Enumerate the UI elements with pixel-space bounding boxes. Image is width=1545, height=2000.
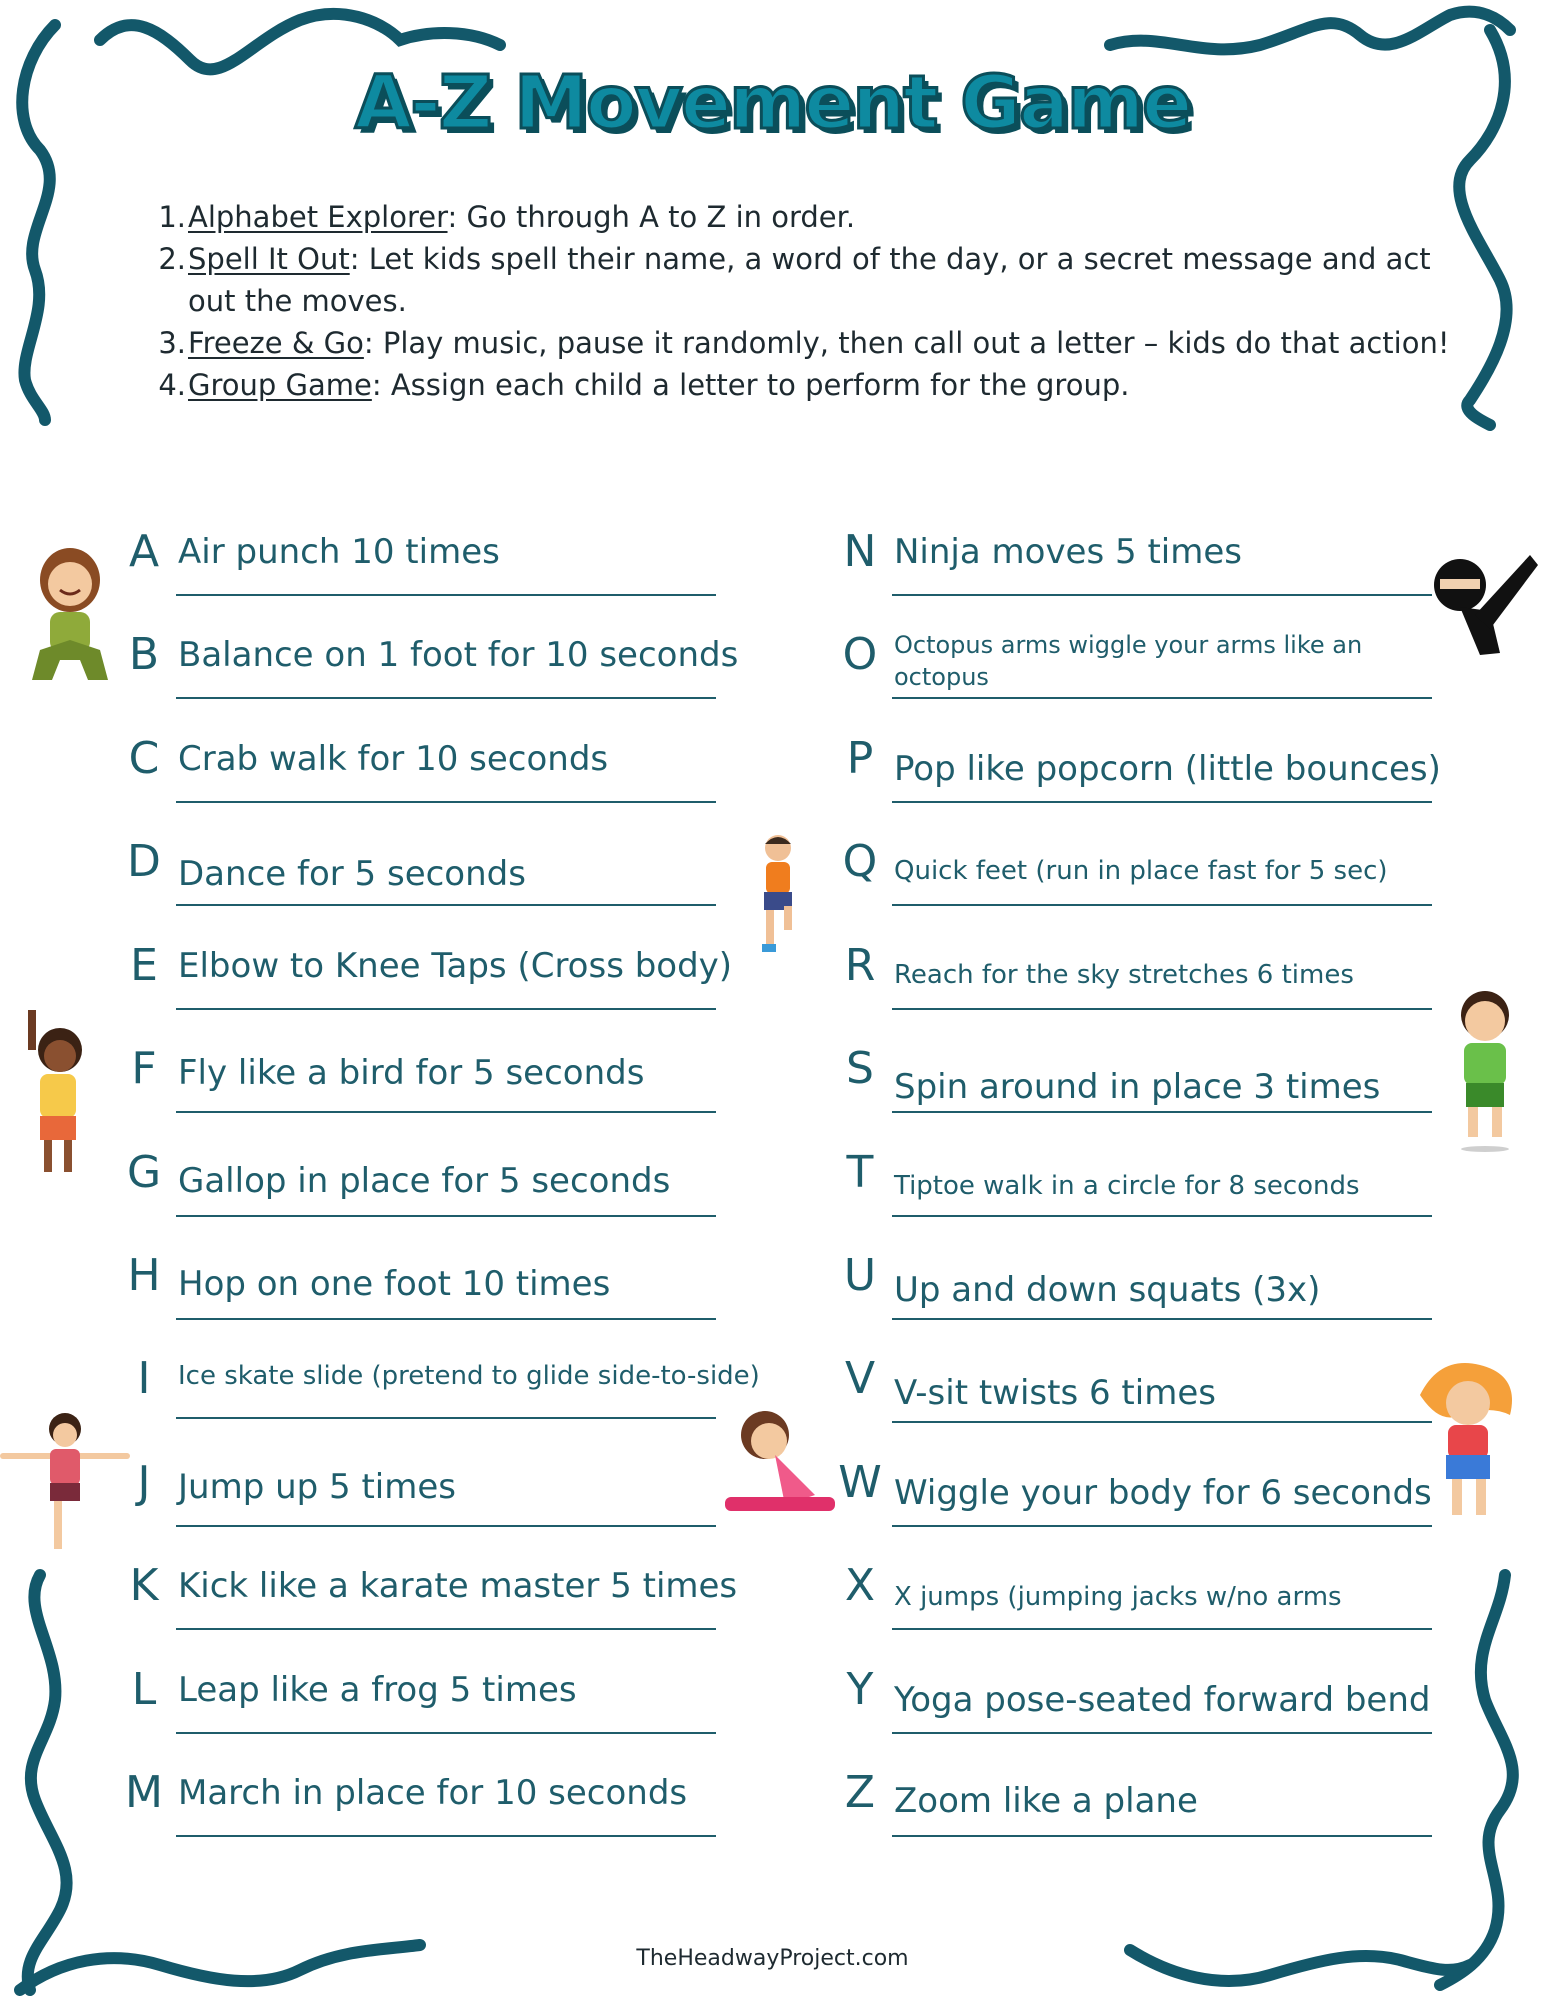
girl-crouching-illustration bbox=[20, 540, 120, 690]
writing-line bbox=[176, 1417, 716, 1419]
item-letter: M bbox=[125, 1767, 163, 1818]
movement-item-y bbox=[830, 1664, 1530, 1768]
ninja-kick-illustration bbox=[1420, 545, 1540, 665]
item-text: Dance for 5 seconds bbox=[178, 854, 526, 894]
writing-line bbox=[176, 1835, 716, 1837]
item-letter: O bbox=[842, 629, 878, 680]
item-text: Air punch 10 times bbox=[178, 532, 500, 572]
item-letter: Z bbox=[844, 1767, 876, 1818]
movement-item-g bbox=[114, 1147, 814, 1251]
item-letter: I bbox=[137, 1353, 151, 1404]
item-text: Kick like a karate master 5 times bbox=[178, 1566, 738, 1606]
movement-item-b bbox=[114, 629, 814, 733]
item-text: X jumps (jumping jacks w/no arms bbox=[894, 1582, 1342, 1612]
instruction-item bbox=[150, 238, 1450, 322]
instructions-list bbox=[150, 196, 1450, 406]
writing-line bbox=[176, 1111, 716, 1113]
item-letter: F bbox=[131, 1043, 157, 1094]
item-text: Wiggle your body for 6 seconds bbox=[894, 1473, 1432, 1513]
item-letter: Q bbox=[842, 836, 878, 887]
girl-stretching-illustration bbox=[18, 1010, 88, 1180]
instruction-label: Alphabet Explorer bbox=[188, 200, 448, 234]
movement-item-c bbox=[114, 733, 814, 837]
item-letter: N bbox=[843, 526, 877, 577]
writing-line bbox=[892, 1628, 1432, 1630]
instruction-item bbox=[150, 322, 1450, 364]
item-text: Leap like a frog 5 times bbox=[178, 1670, 577, 1710]
item-text: Balance on 1 foot for 10 seconds bbox=[178, 635, 739, 675]
instruction-text: : Go through A to Z in order. bbox=[447, 200, 856, 234]
writing-line bbox=[892, 594, 1432, 596]
item-text: Hop on one foot 10 times bbox=[178, 1264, 611, 1304]
instruction-item bbox=[150, 364, 1450, 406]
item-text: March in place for 10 seconds bbox=[178, 1773, 688, 1813]
boy-running-illustration bbox=[748, 830, 808, 960]
writing-line bbox=[892, 697, 1432, 699]
page-title: A-Z Movement Game bbox=[354, 60, 1191, 146]
movement-item-h bbox=[114, 1250, 814, 1354]
movement-item-u bbox=[830, 1250, 1530, 1354]
item-text: Elbow to Knee Taps (Cross body) bbox=[178, 946, 733, 986]
movement-item-d bbox=[114, 836, 814, 940]
item-letter: E bbox=[130, 940, 158, 991]
item-letter: U bbox=[843, 1250, 877, 1301]
item-text: V-sit twists 6 times bbox=[894, 1373, 1216, 1413]
writing-line bbox=[176, 1008, 716, 1010]
item-text: Zoom like a plane bbox=[894, 1781, 1198, 1821]
writing-line bbox=[892, 801, 1432, 803]
item-text: Gallop in place for 5 seconds bbox=[178, 1161, 671, 1201]
item-text: Yoga pose-seated forward bend bbox=[894, 1680, 1431, 1720]
movement-item-s bbox=[830, 1043, 1530, 1147]
movement-item-m bbox=[114, 1767, 814, 1871]
movement-item-p bbox=[830, 733, 1530, 837]
item-letter: J bbox=[137, 1457, 151, 1508]
item-text: Fly like a bird for 5 seconds bbox=[178, 1053, 645, 1093]
movement-item-k bbox=[114, 1560, 814, 1664]
item-text: Pop like popcorn (little bounces) bbox=[894, 749, 1441, 789]
writing-line bbox=[176, 697, 716, 699]
instruction-number: 4. bbox=[158, 368, 186, 402]
item-letter: C bbox=[128, 733, 160, 784]
instruction-label: Spell It Out bbox=[188, 242, 350, 276]
item-text: Ninja moves 5 times bbox=[894, 532, 1242, 572]
movement-item-f bbox=[114, 1043, 814, 1147]
writing-line bbox=[892, 904, 1432, 906]
writing-line bbox=[176, 594, 716, 596]
instruction-label: Freeze & Go bbox=[188, 326, 364, 360]
item-letter: Y bbox=[846, 1664, 874, 1715]
writing-line bbox=[176, 1628, 716, 1630]
writing-line bbox=[892, 1421, 1432, 1423]
writing-line bbox=[892, 1525, 1432, 1527]
writing-line bbox=[892, 1215, 1432, 1217]
writing-line bbox=[176, 904, 716, 906]
instruction-text: : Assign each child a letter to perform for the group. bbox=[371, 368, 1130, 402]
website-footer: TheHeadwayProject.com bbox=[636, 1946, 909, 1971]
movement-item-z bbox=[830, 1767, 1530, 1871]
item-letter: X bbox=[844, 1560, 876, 1611]
instruction-number: 2. bbox=[158, 242, 186, 276]
movement-item-t bbox=[830, 1147, 1530, 1251]
movement-item-q bbox=[830, 836, 1530, 940]
writing-line bbox=[892, 1732, 1432, 1734]
writing-line bbox=[176, 1215, 716, 1217]
movement-item-j bbox=[114, 1457, 814, 1561]
girl-forward-bend-illustration bbox=[715, 1405, 845, 1515]
item-text: Jump up 5 times bbox=[178, 1467, 456, 1507]
item-text: Tiptoe walk in a circle for 8 seconds bbox=[894, 1171, 1360, 1201]
item-text: Up and down squats (3x) bbox=[894, 1270, 1321, 1310]
instruction-text: : Play music, pause it randomly, then call out a letter – kids do that action! bbox=[363, 326, 1450, 360]
writing-line bbox=[892, 1318, 1432, 1320]
boy-jumping-illustration bbox=[1440, 985, 1530, 1155]
writing-line bbox=[892, 1111, 1432, 1113]
writing-line bbox=[176, 1732, 716, 1734]
movement-item-l bbox=[114, 1664, 814, 1768]
movement-item-i bbox=[114, 1353, 814, 1457]
item-letter: W bbox=[838, 1457, 882, 1508]
item-letter: D bbox=[127, 836, 161, 887]
item-letter: P bbox=[846, 733, 874, 784]
item-letter: R bbox=[844, 940, 876, 991]
instruction-number: 1. bbox=[158, 200, 186, 234]
item-text: Reach for the sky stretches 6 times bbox=[894, 960, 1354, 990]
writing-line bbox=[176, 801, 716, 803]
item-letter: V bbox=[844, 1353, 876, 1404]
item-letter: B bbox=[128, 629, 160, 680]
movement-item-r bbox=[830, 940, 1530, 1044]
item-letter: K bbox=[129, 1560, 159, 1611]
girl-balancing-illustration bbox=[0, 1405, 130, 1555]
movement-item-e bbox=[114, 940, 814, 1044]
item-letter: T bbox=[846, 1147, 874, 1198]
item-letter: A bbox=[128, 526, 160, 577]
movement-item-x bbox=[830, 1560, 1530, 1664]
item-letter: G bbox=[126, 1147, 162, 1198]
item-text: Crab walk for 10 seconds bbox=[178, 739, 609, 779]
movement-item-a bbox=[114, 526, 814, 630]
instruction-text: : Let kids spell their name, a word of the day, or a secret message and act out the moves. bbox=[188, 242, 1431, 318]
item-text: Spin around in place 3 times bbox=[894, 1067, 1381, 1107]
writing-line bbox=[176, 1525, 716, 1527]
item-text: Octopus arms wiggle your arms like an octopus bbox=[894, 631, 1363, 691]
instruction-label: Group Game bbox=[188, 368, 372, 402]
writing-line bbox=[892, 1008, 1432, 1010]
instruction-item bbox=[150, 196, 1450, 238]
writing-line bbox=[892, 1835, 1432, 1837]
item-text: Quick feet (run in place fast for 5 sec) bbox=[894, 856, 1388, 886]
item-letter: H bbox=[127, 1250, 161, 1301]
item-letter: S bbox=[846, 1043, 874, 1094]
instruction-number: 3. bbox=[158, 326, 186, 360]
writing-line bbox=[176, 1318, 716, 1320]
item-text: Ice skate slide (pretend to glide side-to-side) bbox=[178, 1361, 760, 1391]
item-letter: L bbox=[131, 1664, 157, 1715]
girl-wiggling-illustration bbox=[1400, 1355, 1525, 1525]
